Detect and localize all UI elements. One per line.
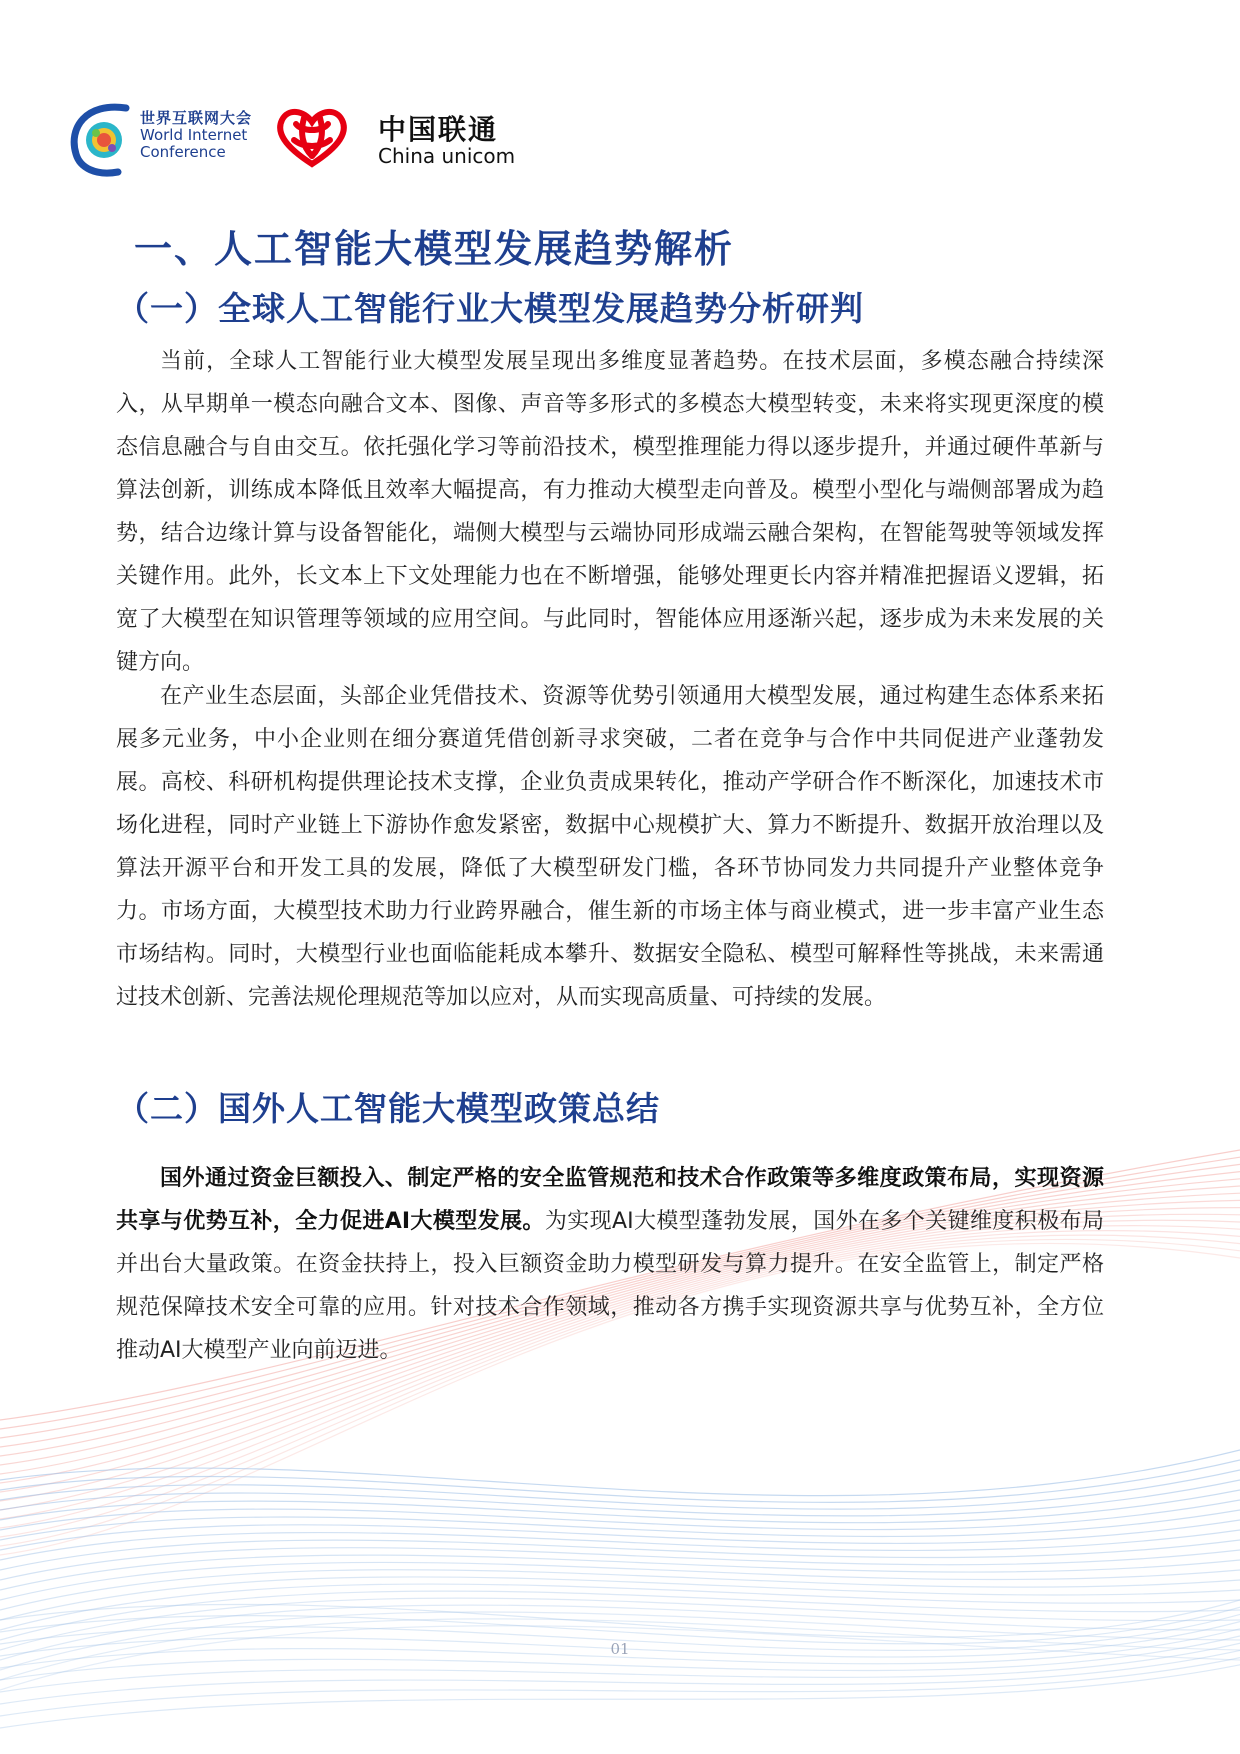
unicom-name-cn: 中国联通 — [378, 113, 499, 146]
unicom-name-en: China unicom — [378, 144, 516, 168]
wave-line-blue — [0, 1450, 1240, 1496]
china-unicom-logo — [268, 96, 528, 176]
wic-name-cn: 世界互联网大会 — [140, 109, 253, 127]
wave-line-pale — [0, 1658, 1240, 1716]
subsection-2-body: 为实现AI大模型蓬勃发展，国外在多个关键维度积极布局并出台大量政策。在资金扶持上，投入巨额资金助力模型研发与算力提升。在安全监管上，制定严格规范保障技术安全可靠的应用。针对技术合作领域，推动各方携手实现资源共享与优势互补，全方位推动AI大模型产业向前迈进。 — [116, 1209, 1105, 1363]
wave-line-pale — [0, 1650, 1240, 1704]
wave-line-blue — [0, 1555, 1240, 1590]
subsection-2-paragraph — [116, 1157, 1104, 1372]
wave-line-blue — [0, 1490, 1240, 1523]
subsection-2-lead-bold: 国外通过资金巨额投入、制定严格的安全监管规范和技术合作政策等多维度政策布局，实现资源共享与优势互补，全力促进AI大模型发展。 — [116, 1166, 1104, 1234]
subsection-1-title: （一）全球人工智能行业大模型发展趋势分析研判 — [116, 289, 864, 328]
subsection-1-paragraph-2: 在产业生态层面，头部企业凭借技术、资源等优势引领通用大模型发展，通过构建生态体系来拓展多元业务，中小企业则在细分赛道凭借创新寻求突破，二者在竞争与合作中共同促进产业蓬勃发展。高校、科研机构提供理论技术支撑，企业负责成果转化，推动产学研合作不断深化，加速技术市场化进程，同时产业链上下游协作愈发紧密，数据中心规模扩大、算力不断提升、数据开放治理以及算法开源平台和开发工具的发展，降低了大模型研发门槛，各环节协同发力共同提升产业整体竞争力。市场方面，大模型技术助力行业跨界融合，催生新的市场主体与商业模式，进一步丰富产业生态市场结构。同时，大模型行业也面临能耗成本攀升、数据安全隐私、模型可解释性等挑战，未来需通过技术创新、完善法规伦理规范等加以应对，从而实现高质量、可持续的发展。 — [116, 684, 1104, 1010]
subsection-2-title: （二）国外人工智能大模型政策总结 — [116, 1089, 660, 1128]
wic-name-en-2: Conference — [140, 142, 226, 161]
wic-name-en-1: World Internet — [140, 125, 248, 144]
page-number: 01 — [610, 1640, 630, 1658]
wave-line-blue — [0, 1460, 1240, 1502]
wic-ring-icon — [66, 98, 136, 178]
wave-line-blue — [0, 1520, 1240, 1550]
unicom-knot-icon — [272, 102, 352, 174]
subsection-1-paragraph-1: 当前，全球人工智能行业大模型发展呈现出多维度显著趋势。在技术层面，多模态融合持续深入，从早期单一模态向融合文本、图像、声音等多形式的多模态大模型转变，未来将实现更深度的模态信息融合与自由交互。依托强化学习等前沿技术，模型推理能力得以逐步提升，并通过硬件革新与算法创新，训练成本降低且效率大幅提高，有力推动大模型走向普及。模型小型化与端侧部署成为趋势，结合边缘计算与设备智能化，端侧大模型与云端协同形成端云融合架构，在智能驾驶等领域发挥关键作用。此外，长文本上下文处理能力也在不断增强，能够处理更长内容并精准把握语义逻辑，拓宽了大模型在知识管理等领域的应用空间。与此同时，智能体应用逐渐兴起，逐步成为未来发展的关键方向。 — [116, 349, 1104, 675]
world-internet-conference-logo — [66, 98, 266, 178]
section-title: 一、人工智能大模型发展趋势解析 — [134, 227, 735, 271]
